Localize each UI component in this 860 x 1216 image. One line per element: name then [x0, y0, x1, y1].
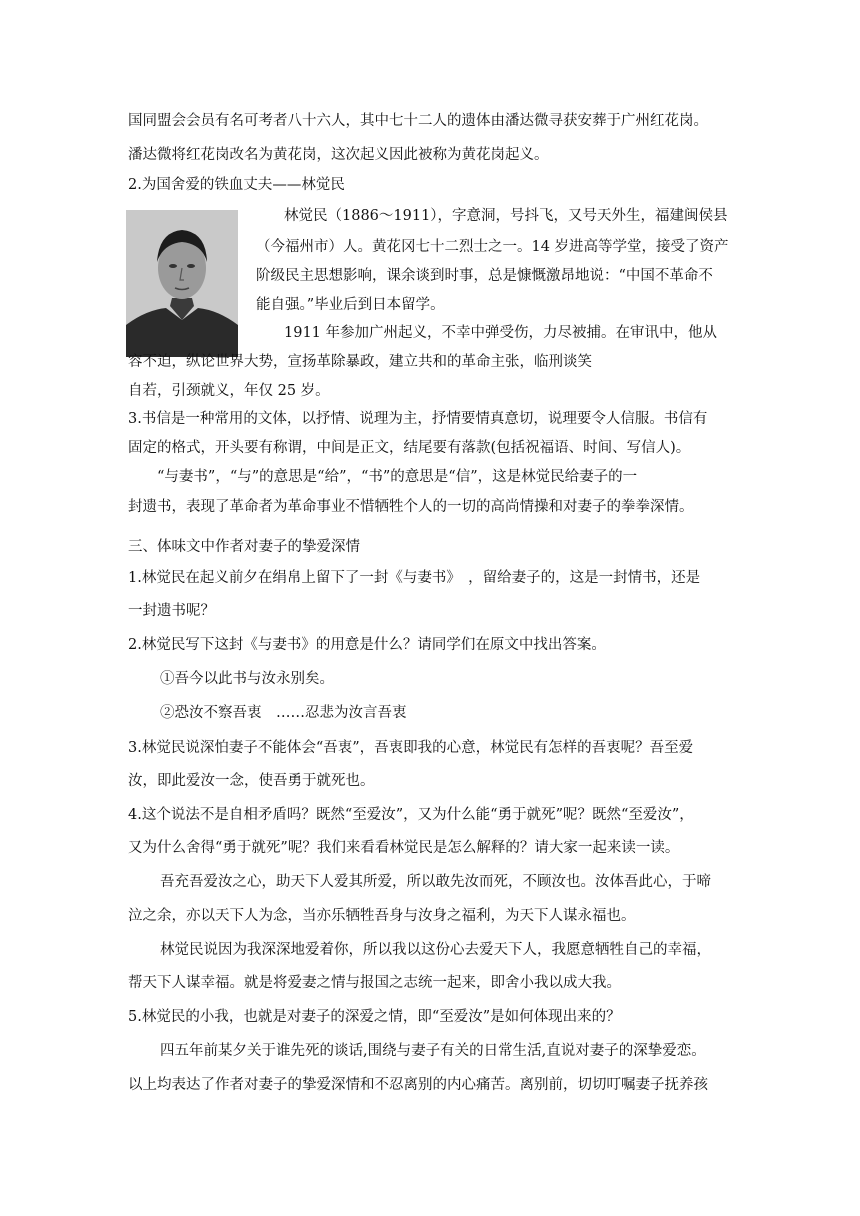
portrait-photo	[126, 210, 238, 357]
text-line: 5.林觉民的小我，也就是对妻子的深爱之情，即“至爱汝”是如何体现出来的？	[128, 1009, 621, 1025]
text-line: 固定的格式，开头要有称谓，中间是正文，结尾要有落款(包括祝福语、时间、写信人)。	[128, 440, 691, 456]
text-line: 潘达微将红花岗改名为黄花岗，这次起义因此被称为黄花岗起义。	[128, 147, 549, 163]
text-line: 1.林觉民在起义前夕在绢帛上留下了一封《与妻书》 ，留给妻子的，这是一封情书，还是	[128, 570, 701, 586]
text-line: 吾充吾爱汝之心，助天下人爱其所爱，所以敢先汝而死，不顾汝也。汝体吾此心，于啼	[160, 874, 711, 890]
text-line: 阶级民主思想影响，课余谈到时事，总是慷慨激昂地说：“中国不革命不	[256, 268, 713, 284]
text-line: 四五年前某夕关于谁先死的谈话,围绕与妻子有关的日常生活,直说对妻子的深挚爱恋。	[160, 1043, 706, 1059]
text-line: “与妻书”，“与”的意思是“给”，“书”的意思是“信”，这是林觉民给妻子的一	[157, 469, 638, 485]
text-line: 林觉民说因为我深深地爱着你，所以我以这份心去爱天下人，我愿意牺牲自己的幸福，	[160, 942, 711, 958]
text-line: 容不迫，纵论世界大势，宣扬革除暴政，建立共和的革命主张，临刑谈笑	[128, 354, 592, 370]
text-line: 自若，引颈就义，年仅 25 岁。	[128, 383, 330, 399]
text-line: （今福州市）人。黄花冈七十二烈士之一。14 岁进高等学堂，接受了资产	[256, 239, 729, 255]
text-line: 一封遗书呢？	[128, 603, 215, 619]
text-line: 1911 年参加广州起义，不幸中弹受伤，力尽被捕。在审讯中，他从	[284, 325, 718, 341]
text-line: 封遗书，表现了革命者为革命事业不惜牺牲个人的一切的高尚情操和对妻子的拳拳深情。	[128, 499, 694, 515]
text-line: 国同盟会会员有名可考者八十六人，其中七十二人的遗体由潘达微寻获安葬于广州红花岗。	[128, 113, 708, 129]
section-heading: 三、体味文中作者对妻子的挚爱深情	[128, 539, 360, 555]
text-line: 汝，即此爱汝一念，使吾勇于就死也。	[128, 773, 375, 789]
text-line: 林觉民（1886～1911），字意洞，号抖飞，又号天外生，福建闽侯县	[284, 208, 728, 224]
text-line: ①吾今以此书与汝永别矣。	[160, 671, 334, 687]
text-line: 又为什么舍得“勇于就死”呢？我们来看看林觉民是怎么解释的？请大家一起来读一读。	[128, 840, 680, 856]
text-line: 泣之余，亦以天下人为念，当亦乐牺牲吾身与汝身之福利，为天下人谋永福也。	[128, 908, 636, 924]
text-line: 2.林觉民写下这封《与妻书》的用意是什么？请同学们在原文中找出答案。	[128, 637, 606, 653]
text-line: 帮天下人谋幸福。就是将爱妻之情与报国之志统一起来，即舍小我以成大我。	[128, 975, 621, 991]
text-line: 4.这个说法不是自相矛盾吗？既然“至爱汝”，又为什么能“勇于就死”呢？既然“至爱汝”，	[128, 807, 694, 823]
text-line: 3.书信是一种常用的文体，以抒情、说理为主，抒情要情真意切，说理要令人信服。书信有	[128, 411, 708, 427]
section-heading: 2.为国舍爱的铁血丈夫——林觉民	[128, 177, 345, 193]
text-line: ②恐汝不察吾衷 ……忍悲为汝言吾衷	[160, 705, 407, 721]
text-line: 3.林觉民说深怕妻子不能体会“吾衷”，吾衷即我的心意，林觉民有怎样的吾衷呢？吾至爱	[128, 740, 694, 756]
text-line: 以上均表达了作者对妻子的挚爱深情和不忍离别的内心痛苦。离别前，切切叮嘱妻子抚养孩	[128, 1077, 708, 1093]
text-line: 能自强。”毕业后到日本留学。	[256, 297, 445, 313]
